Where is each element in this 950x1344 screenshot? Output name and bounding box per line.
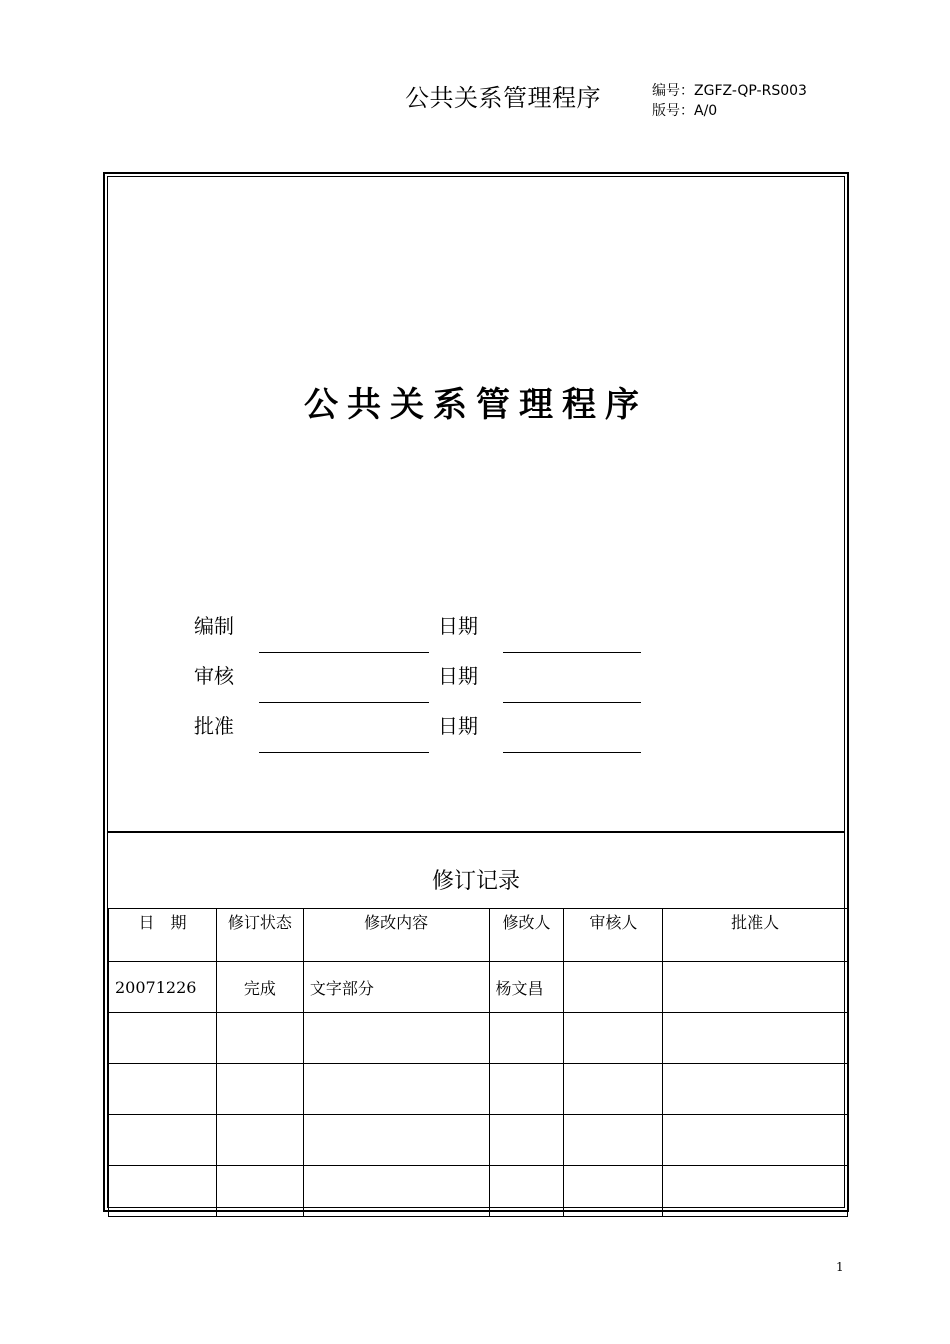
header-meta <box>652 81 807 121</box>
cell-content: 文字部分 <box>303 962 489 1013</box>
cell-reviewer <box>564 962 663 1013</box>
cell-status <box>216 1115 303 1166</box>
cell-date <box>109 1064 217 1115</box>
cell-date: 20071226 <box>109 962 217 1013</box>
cell-date <box>109 1013 217 1064</box>
cell-content <box>303 1115 489 1166</box>
column-header-reviewer: 审核人 <box>564 909 663 962</box>
header-version: A/0 <box>694 103 718 119</box>
header-code: ZGFZ-QP-RS003 <box>694 83 807 99</box>
table-row <box>109 1064 848 1115</box>
revision-header-row <box>109 909 848 962</box>
table-row <box>109 1013 848 1064</box>
column-header-date: 日 期 <box>109 909 217 962</box>
signature-label-review: 审核 <box>194 664 234 688</box>
column-header-status: 修订状态 <box>216 909 303 962</box>
revision-title: 修订记录 <box>431 869 520 894</box>
cell-status <box>216 1064 303 1115</box>
table-row <box>109 1166 848 1217</box>
cell-status: 完成 <box>216 962 303 1013</box>
cell-date <box>109 1166 217 1217</box>
cell-reviewer <box>564 1013 663 1064</box>
signature-label-approve: 批准 <box>194 714 234 738</box>
date-label-approve: 日期 <box>438 714 478 738</box>
table-row <box>109 1115 848 1166</box>
header-title: 公共关系管理程序 <box>405 84 601 112</box>
header-code-row <box>652 81 807 101</box>
cell-modifier <box>489 1115 564 1166</box>
cell-reviewer <box>564 1115 663 1166</box>
cell-content <box>303 1064 489 1115</box>
cell-status <box>216 1013 303 1064</box>
signature-label-compile: 编制 <box>194 614 234 638</box>
header-code-label: 编号： <box>652 83 694 99</box>
column-header-content: 修改内容 <box>303 909 489 962</box>
date-label-compile: 日期 <box>438 614 478 638</box>
revision-table <box>108 908 848 1217</box>
date-line-review <box>503 702 641 703</box>
date-line-compile <box>503 652 641 653</box>
signature-line-review <box>259 702 429 703</box>
signature-line-compile <box>259 652 429 653</box>
cell-modifier <box>489 1064 564 1115</box>
cell-approver <box>663 1064 848 1115</box>
cell-date <box>109 1115 217 1166</box>
header-version-label: 版号： <box>652 103 694 119</box>
cell-approver <box>663 1013 848 1064</box>
cell-modifier <box>489 1166 564 1217</box>
document-frame <box>103 172 849 1212</box>
signature-line-approve <box>259 752 429 753</box>
cell-content <box>303 1166 489 1217</box>
document-frame-inner <box>107 176 845 1208</box>
cell-reviewer <box>564 1166 663 1217</box>
cell-approver <box>663 1115 848 1166</box>
column-header-approver: 批准人 <box>663 909 848 962</box>
column-header-modifier: 修改人 <box>489 909 564 962</box>
cover-title: 公共关系管理程序 <box>304 385 648 425</box>
date-label-review: 日期 <box>438 664 478 688</box>
header-version-row <box>652 101 807 121</box>
cell-modifier <box>489 1013 564 1064</box>
cell-status <box>216 1166 303 1217</box>
cell-approver <box>663 1166 848 1217</box>
cell-reviewer <box>564 1064 663 1115</box>
cell-approver <box>663 962 848 1013</box>
cell-content <box>303 1013 489 1064</box>
date-line-approve <box>503 752 641 753</box>
cover-section <box>108 177 844 833</box>
page-number: 1 <box>836 1260 844 1274</box>
cell-modifier: 杨文昌 <box>489 962 564 1013</box>
table-row <box>109 962 848 1013</box>
